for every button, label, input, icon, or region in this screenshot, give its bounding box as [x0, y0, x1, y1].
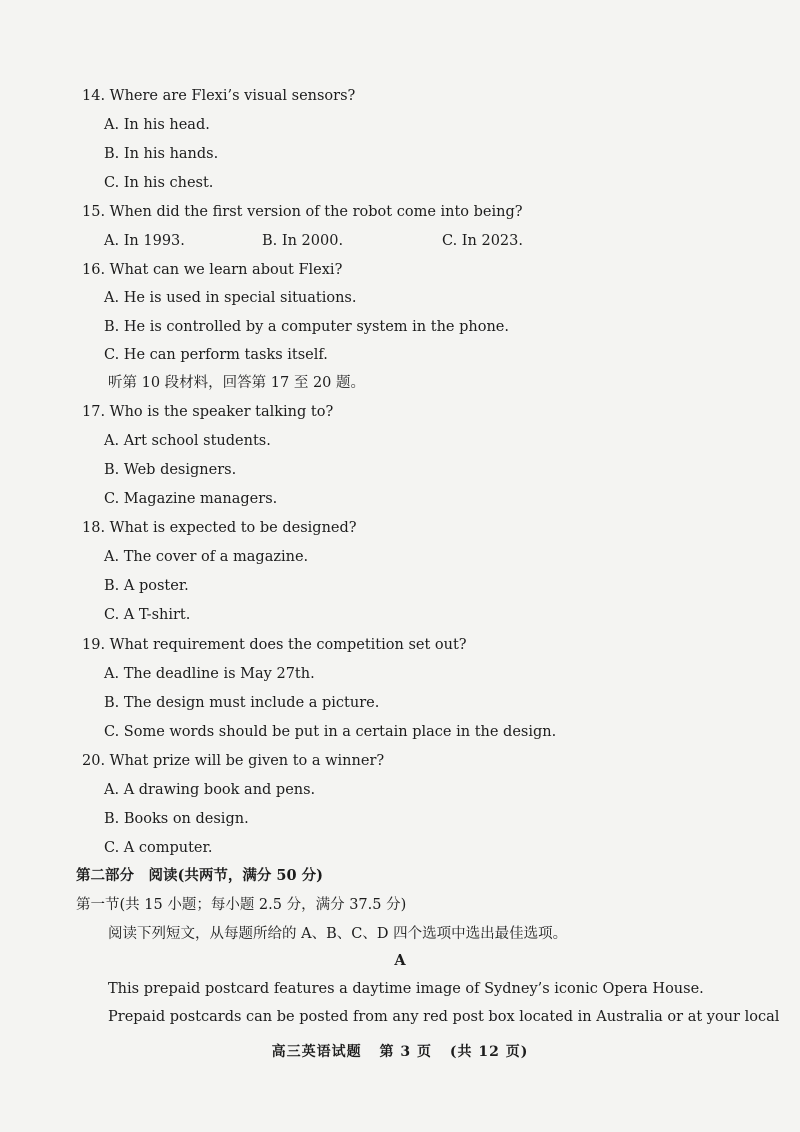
question-15-option-b: B. In 2000.	[262, 233, 344, 249]
question-19-stem: 19. What requirement does the competition set out?	[82, 637, 467, 653]
question-18-option-b: B. A poster.	[104, 578, 189, 594]
listening-instruction: 听第 10 段材料，回答第 17 至 20 题。	[108, 375, 366, 391]
question-20-option-a: A. A drawing book and pens.	[104, 782, 316, 798]
question-16-stem: 16. What can we learn about Flexi?	[82, 262, 343, 278]
footer-page-number: 第 3 页	[379, 1044, 432, 1060]
question-19-option-a: A. The deadline is May 27th.	[104, 666, 315, 682]
question-14-stem: 14. Where are Flexi’s visual sensors?	[82, 88, 356, 104]
question-16-option-b: B. He is controlled by a computer system in the phone.	[104, 319, 509, 335]
question-20-stem: 20. What prize will be given to a winner?	[82, 753, 385, 769]
page-footer	[0, 1041, 800, 1061]
question-18-stem: 18. What is expected to be designed?	[82, 520, 357, 536]
footer-title: 高三英语试题	[271, 1044, 362, 1060]
passage-line-2: Prepaid postcards can be posted from any red post box located in Australia or at your local	[108, 1009, 780, 1025]
question-19-option-c: C. Some words should be put in a certain place in the design.	[104, 724, 557, 740]
question-18-option-a: A. The cover of a magazine.	[104, 549, 309, 565]
question-15-option-c: C. In 2023.	[442, 233, 523, 249]
passage-label: A	[394, 952, 406, 969]
question-17-option-a: A. Art school students.	[104, 433, 271, 449]
question-19-option-b: B. The design must include a picture.	[104, 695, 380, 711]
question-16-option-c: C. He can perform tasks itself.	[104, 347, 328, 363]
question-17-option-c: C. Magazine managers.	[104, 491, 278, 507]
question-16-option-a: A. He is used in special situations.	[104, 290, 357, 306]
question-14-option-c: C. In his chest.	[104, 175, 214, 191]
part2-heading: 第二部分 阅读(共两节，满分 50 分)	[76, 867, 323, 884]
question-14-option-b: B. In his hands.	[104, 146, 219, 162]
section1-heading: 第一节(共 15 小题；每小题 2.5 分，满分 37.5 分)	[76, 897, 407, 913]
question-18-option-c: C. A T-shirt.	[104, 607, 191, 623]
question-20-option-b: B. Books on design.	[104, 811, 249, 827]
question-15-option-a: A. In 1993.	[104, 233, 185, 249]
question-17-option-b: B. Web designers.	[104, 462, 237, 478]
footer-total-pages: (共 12 页)	[449, 1044, 529, 1060]
section1-instruction: 阅读下列短文，从每题所给的 A、B、C、D 四个选项中选出最佳选项。	[108, 926, 568, 942]
question-17-stem: 17. Who is the speaker talking to?	[82, 404, 334, 420]
question-20-option-c: C. A computer.	[104, 840, 213, 856]
question-14-option-a: A. In his head.	[104, 117, 210, 133]
question-15-stem: 15. When did the first version of the robot come into being?	[82, 204, 523, 220]
passage-line-1: This prepaid postcard features a daytime image of Sydney’s iconic Opera House.	[108, 981, 704, 997]
